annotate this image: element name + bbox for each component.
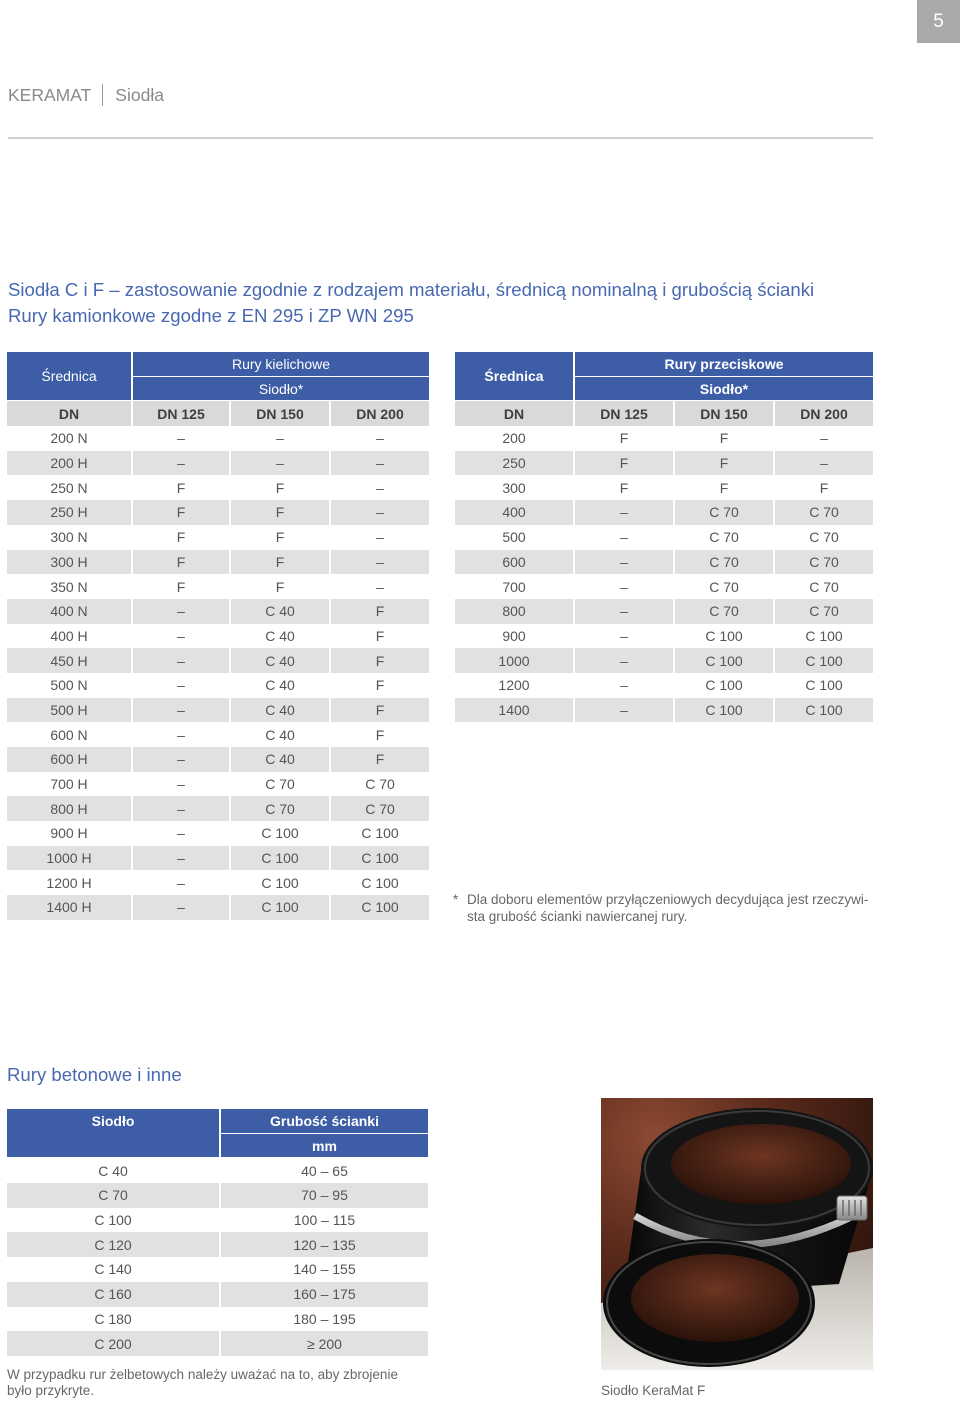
dn200-column-header: DN 200: [329, 401, 429, 426]
table-row: [7, 1307, 428, 1332]
concrete-pipes-table: [7, 1109, 428, 1356]
diameter-cell: 300 N: [50, 529, 88, 546]
table-row: [7, 500, 429, 525]
diameter-cell: 1200 H: [46, 874, 92, 891]
saddle-dn125-cell: –: [573, 648, 673, 673]
table-header-row: [7, 1109, 428, 1134]
footnote-line: sta grubość ścianki nawiercanej rury.: [467, 909, 688, 924]
saddle-dn125-cell: –: [573, 673, 673, 698]
table-row: [455, 550, 873, 575]
diameter-cell: 700 H: [50, 776, 88, 793]
saddle-dn200-cell: –: [329, 475, 429, 500]
saddle-dn200-cell: –: [329, 525, 429, 550]
saddle-dn200-cell: –: [773, 451, 873, 476]
table-row: [455, 648, 873, 673]
table-row: [7, 1282, 428, 1307]
diameter-cell: 300: [502, 479, 526, 496]
saddle-dn150-cell: C 70: [673, 599, 773, 624]
photo-caption: Siodło KeraMat F: [601, 1383, 706, 1398]
saddle-dn200-cell: C 100: [329, 821, 429, 846]
dn-column-header: DN: [455, 401, 573, 426]
saddle-dn150-cell: C 70: [673, 525, 773, 550]
section-name: Siodła: [115, 84, 164, 105]
saddle-dn125-cell: F: [573, 451, 673, 476]
header-rule: [8, 137, 873, 139]
saddle-dn150-cell: C 100: [229, 821, 329, 846]
footnote-text: [467, 891, 868, 925]
dn125-column-header: DN 125: [131, 401, 229, 426]
saddle-dn125-cell: F: [131, 475, 229, 500]
table-row: [455, 426, 873, 451]
saddle-dn125-cell: –: [131, 698, 229, 723]
table-row: [455, 574, 873, 599]
diameter-cell: 250 N: [50, 479, 88, 496]
saddle-dn150-cell: C 40: [229, 673, 329, 698]
wall-thickness-cell: 40 – 65: [219, 1158, 428, 1183]
saddle-dn125-cell: F: [131, 500, 229, 525]
diameter-cell: 1200: [498, 677, 530, 694]
diameter-cell: 200 H: [7, 451, 131, 476]
table-header-row: [455, 352, 873, 377]
saddle-dn125-cell: –: [131, 870, 229, 895]
diameter-cell: 900 H: [50, 825, 88, 842]
saddle-dn200-cell: C 100: [329, 895, 429, 920]
saddle-dn200-cell: C 70: [329, 772, 429, 797]
saddle-dn200-cell: C 100: [773, 624, 873, 649]
saddle-type-cell: C 160: [7, 1282, 219, 1307]
page-number: 5: [917, 0, 960, 43]
pipe-type-header: Rury przeciskowe: [573, 352, 873, 377]
wall-thickness-cell: 120 – 135: [219, 1232, 428, 1257]
saddle-dn150-cell: C 40: [229, 624, 329, 649]
diameter-cell: 900: [502, 627, 526, 644]
socket-pipes-table: [7, 352, 429, 920]
diameter-cell: 500: [502, 529, 526, 546]
wall-thickness-cell: ≥ 200: [219, 1331, 428, 1356]
saddle-dn150-cell: F: [229, 550, 329, 575]
saddle-dn125-cell: –: [573, 550, 673, 575]
diameter-cell: 400 H: [50, 627, 88, 644]
table-row: [455, 673, 873, 698]
saddle-dn150-cell: C 100: [229, 846, 329, 871]
saddle-dn150-cell: C 100: [673, 698, 773, 723]
wall-thickness-cell: 100 – 115: [219, 1208, 428, 1233]
coupling-opening: [671, 1124, 851, 1204]
dn150-column-header: DN 150: [673, 401, 773, 426]
saddle-dn200-cell: C 100: [773, 698, 873, 723]
wall-thickness-cell: 140 – 155: [219, 1257, 428, 1282]
saddle-dn200-cell: F: [329, 747, 429, 772]
saddle-dn200-cell: C 70: [329, 796, 429, 821]
saddle-dn200-cell: C 100: [329, 870, 429, 895]
saddle-dn200-cell: C 70: [773, 574, 873, 599]
note-line: W przypadku rur żelbetowych należy uważać na to, aby zbrojenie: [7, 1367, 398, 1382]
saddle-dn125-cell: –: [131, 821, 229, 846]
table-row: [7, 624, 429, 649]
diameter-cell: 800: [455, 599, 573, 624]
saddle-dn200-cell: –: [329, 500, 429, 525]
saddle-dn150-cell: F: [673, 475, 773, 500]
table-row: [7, 1183, 428, 1208]
jacking-pipes-table: [455, 352, 873, 722]
saddle-dn125-cell: F: [131, 574, 229, 599]
footnote-marker: *: [453, 892, 459, 907]
table-row: [455, 525, 873, 550]
saddle-dn150-cell: F: [229, 525, 329, 550]
subtitle-line: Rury kamionkowe zgodne z EN 295 i ZP WN 295: [8, 305, 414, 326]
front-ring-opening: [631, 1254, 799, 1342]
saddle-dn200-cell: C 100: [773, 648, 873, 673]
pipe-type-header: Rury kielichowe: [131, 352, 429, 377]
footnote-line: Dla doboru elementów przyłączeniowych decydująca jest rzeczywi-: [467, 892, 869, 907]
saddle-dn200-cell: F: [329, 624, 429, 649]
saddle-dn150-cell: C 70: [673, 574, 773, 599]
saddle-header: Siodło*: [573, 377, 873, 402]
table-row: [7, 1331, 428, 1356]
saddle-column-header: Siodło: [7, 1109, 219, 1158]
brand-name: KERAMAT: [8, 84, 92, 105]
saddle-dn200-cell: F: [329, 673, 429, 698]
saddle-dn150-cell: C 100: [673, 648, 773, 673]
saddle-dn125-cell: –: [131, 451, 229, 476]
saddle-dn150-cell: –: [229, 426, 329, 451]
section-heading: Rury betonowe i inne: [7, 1064, 182, 1085]
dn200-column-header: DN 200: [773, 401, 873, 426]
table-body: [7, 1158, 428, 1356]
saddle-dn125-cell: –: [131, 772, 229, 797]
table-header-row: [7, 352, 429, 377]
diameter-cell: 450 H: [7, 648, 131, 673]
saddle-type-cell: C 200: [7, 1331, 219, 1356]
saddle-dn200-cell: C 70: [773, 599, 873, 624]
table-row: [7, 525, 429, 550]
diameter-cell: 600 N: [50, 726, 88, 743]
saddle-dn150-cell: C 40: [229, 747, 329, 772]
table-row: [7, 1257, 428, 1282]
wall-thickness-cell: 70 – 95: [219, 1183, 428, 1208]
saddle-dn125-cell: –: [131, 673, 229, 698]
saddle-dn125-cell: –: [131, 895, 229, 920]
saddle-dn150-cell: C 70: [673, 550, 773, 575]
running-header: [8, 83, 164, 107]
dn-column-header: DN: [7, 401, 131, 426]
saddle-dn125-cell: –: [573, 574, 673, 599]
saddle-dn200-cell: F: [329, 698, 429, 723]
saddle-dn125-cell: –: [131, 722, 229, 747]
saddle-dn125-cell: –: [573, 698, 673, 723]
table-row: [7, 772, 429, 797]
saddle-dn125-cell: –: [131, 846, 229, 871]
diameter-cell: 200: [502, 430, 526, 447]
saddle-dn125-cell: –: [131, 624, 229, 649]
table-row: [7, 426, 429, 451]
table-row: [7, 1232, 428, 1257]
saddle-dn125-cell: –: [131, 648, 229, 673]
saddle-dn125-cell: –: [131, 599, 229, 624]
table-row: [455, 599, 873, 624]
saddle-dn150-cell: F: [229, 475, 329, 500]
saddle-type-cell: C 180: [94, 1310, 132, 1327]
saddle-dn200-cell: –: [329, 550, 429, 575]
table-row: [7, 796, 429, 821]
table-row: [7, 550, 429, 575]
saddle-dn125-cell: –: [131, 747, 229, 772]
saddle-keramat-f-photo: [601, 1098, 873, 1370]
saddle-dn125-cell: F: [131, 550, 229, 575]
table-row: [455, 624, 873, 649]
saddle-dn200-cell: C 100: [773, 673, 873, 698]
saddle-dn125-cell: –: [573, 599, 673, 624]
diameter-cell: 250: [455, 451, 573, 476]
diameter-cell: 1400 H: [7, 895, 131, 920]
saddle-dn150-cell: C 100: [673, 624, 773, 649]
table-row: [7, 698, 429, 723]
saddle-dn200-cell: –: [329, 426, 429, 451]
saddle-dn150-cell: C 40: [229, 722, 329, 747]
saddle-type-cell: C 120: [7, 1232, 219, 1257]
table-row: [455, 475, 873, 500]
table-row: [7, 673, 429, 698]
saddle-dn200-cell: F: [329, 722, 429, 747]
saddle-dn150-cell: F: [229, 500, 329, 525]
saddle-dn200-cell: –: [329, 574, 429, 599]
diameter-cell: 600: [455, 550, 573, 575]
table-row: [455, 451, 873, 476]
saddle-type-cell: C 70: [7, 1183, 219, 1208]
table-row: [7, 870, 429, 895]
diameter-header: Średnica: [455, 352, 573, 401]
saddle-dn200-cell: F: [329, 648, 429, 673]
diameter-cell: 400 N: [7, 599, 131, 624]
saddle-dn125-cell: –: [573, 525, 673, 550]
table-row: [7, 846, 429, 871]
dn150-column-header: DN 150: [229, 401, 329, 426]
saddle-dn150-cell: C 40: [229, 698, 329, 723]
page-title: [8, 277, 814, 329]
table-row: [7, 722, 429, 747]
table-body: [455, 426, 873, 722]
table-row: [7, 821, 429, 846]
saddle-dn125-cell: F: [131, 525, 229, 550]
saddle-dn150-cell: C 100: [229, 895, 329, 920]
saddle-dn150-cell: C 70: [229, 772, 329, 797]
saddle-dn200-cell: C 100: [329, 846, 429, 871]
header-separator: [102, 84, 103, 106]
saddle-dn125-cell: F: [573, 475, 673, 500]
unit-header: mm: [219, 1134, 428, 1159]
saddle-dn125-cell: –: [573, 500, 673, 525]
wall-thickness-column-header: Grubość ścianki: [219, 1109, 428, 1134]
diameter-cell: 600 H: [7, 747, 131, 772]
saddle-dn200-cell: F: [329, 599, 429, 624]
saddle-type-cell: C 100: [94, 1212, 132, 1229]
diameter-cell: 500 H: [7, 698, 131, 723]
saddle-dn125-cell: –: [573, 624, 673, 649]
saddle-dn150-cell: C 70: [673, 500, 773, 525]
saddle-dn150-cell: C 40: [229, 599, 329, 624]
diameter-cell: 1400: [455, 698, 573, 723]
table-row: [7, 475, 429, 500]
diameter-cell: 1000: [455, 648, 573, 673]
diameter-cell: 1000 H: [7, 846, 131, 871]
reinforced-concrete-note: [7, 1367, 398, 1399]
saddle-dn125-cell: F: [573, 426, 673, 451]
diameter-cell: 200 N: [50, 430, 88, 447]
saddle-dn200-cell: F: [773, 475, 873, 500]
title-line: Siodła C i F – zastosowanie zgodnie z rodzajem materiału, średnicą nominalną i grubością ścianki: [8, 279, 815, 300]
table-row: [455, 500, 873, 525]
saddle-dn200-cell: C 70: [773, 500, 873, 525]
footnote: [453, 891, 868, 925]
diameter-cell: 400: [455, 500, 573, 525]
wall-thickness-cell: 180 – 195: [219, 1307, 428, 1332]
dn125-column-header: DN 125: [573, 401, 673, 426]
saddle-dn200-cell: C 70: [773, 525, 873, 550]
table-row: [7, 451, 429, 476]
saddle-dn200-cell: C 70: [773, 550, 873, 575]
saddle-dn200-cell: –: [329, 451, 429, 476]
diameter-cell: 800 H: [7, 796, 131, 821]
table-row: [7, 1208, 428, 1233]
table-row: [7, 599, 429, 624]
wall-thickness-cell: 160 – 175: [219, 1282, 428, 1307]
table-row: [7, 747, 429, 772]
table-row: [7, 895, 429, 920]
saddle-dn150-cell: F: [673, 426, 773, 451]
saddle-dn150-cell: –: [229, 451, 329, 476]
saddle-dn150-cell: C 70: [229, 796, 329, 821]
table-row: [7, 648, 429, 673]
saddle-dn150-cell: C 100: [229, 870, 329, 895]
saddle-dn200-cell: –: [773, 426, 873, 451]
saddle-dn150-cell: C 100: [673, 673, 773, 698]
note-line: było przykryte.: [7, 1383, 95, 1398]
table-row: [7, 1158, 428, 1183]
diameter-cell: 250 H: [7, 500, 131, 525]
saddle-type-cell: C 140: [94, 1261, 132, 1278]
saddle-dn150-cell: C 40: [229, 648, 329, 673]
dn-header-row: [455, 401, 873, 426]
saddle-header: Siodło*: [131, 377, 429, 402]
diameter-cell: 500 N: [50, 677, 88, 694]
diameter-cell: 350 N: [50, 578, 88, 595]
saddle-dn125-cell: –: [131, 426, 229, 451]
dn-header-row: [7, 401, 429, 426]
saddle-dn150-cell: F: [673, 451, 773, 476]
table-row: [455, 698, 873, 723]
table-row: [7, 574, 429, 599]
table-body: [7, 426, 429, 920]
saddle-dn150-cell: F: [229, 574, 329, 599]
saddle-dn125-cell: –: [131, 796, 229, 821]
diameter-header: Średnica: [7, 352, 131, 401]
clamp-screw-housing: [837, 1196, 867, 1220]
saddle-type-cell: C 40: [98, 1162, 128, 1179]
diameter-cell: 700: [502, 578, 526, 595]
diameter-cell: 300 H: [7, 550, 131, 575]
